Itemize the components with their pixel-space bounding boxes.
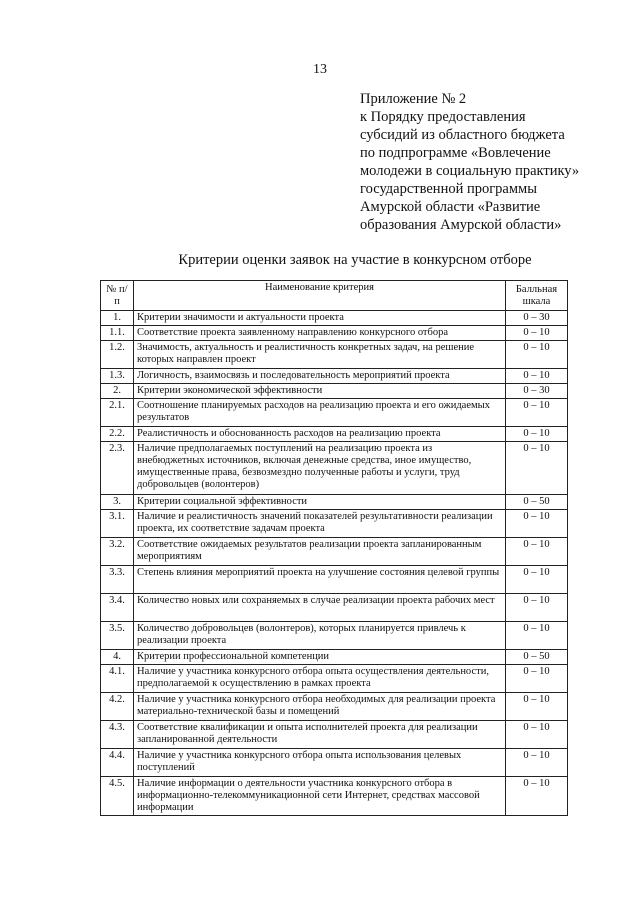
row-criterion: Соответствие проекта заявленному направлению конкурсного отбора — [134, 326, 506, 341]
row-num: 1. — [101, 311, 134, 326]
row-num: 1.1. — [101, 326, 134, 341]
row-score: 0 – 10 — [506, 427, 568, 442]
row-num: 2.3. — [101, 442, 134, 495]
table-row — [101, 495, 568, 510]
row-criterion: Наличие у участника конкурсного отбора опыта использования целевых поступлений — [134, 749, 506, 777]
appendix-line: государственной программы — [360, 181, 537, 197]
row-num: 3.3. — [101, 566, 134, 594]
table-row — [101, 749, 568, 777]
row-score: 0 – 10 — [506, 442, 568, 495]
row-score: 0 – 30 — [506, 384, 568, 399]
table-row — [101, 427, 568, 442]
row-num: 2.1. — [101, 399, 134, 427]
row-criterion: Количество новых или сохраняемых в случае реализации проекта рабочих мест — [134, 594, 506, 622]
row-criterion: Реалистичность и обоснованность расходов на реализацию проекта — [134, 427, 506, 442]
table-row — [101, 384, 568, 399]
row-num: 2. — [101, 384, 134, 399]
table-row — [101, 369, 568, 384]
row-score: 0 – 10 — [506, 693, 568, 721]
row-num: 2.2. — [101, 427, 134, 442]
appendix-line: Амурской области «Развитие — [360, 199, 541, 215]
row-criterion: Степень влияния мероприятий проекта на улучшение состояния целевой группы — [134, 566, 506, 594]
appendix-line: субсидий из областного бюджета — [360, 127, 565, 143]
row-num: 4. — [101, 650, 134, 665]
row-score: 0 – 10 — [506, 721, 568, 749]
row-num: 4.1. — [101, 665, 134, 693]
row-score: 0 – 10 — [506, 341, 568, 369]
row-num: 3.5. — [101, 622, 134, 650]
row-criterion: Критерии значимости и актуальности проекта — [134, 311, 506, 326]
table-row — [101, 326, 568, 341]
row-score: 0 – 10 — [506, 622, 568, 650]
table-row — [101, 442, 568, 495]
table-row — [101, 721, 568, 749]
row-num: 4.4. — [101, 749, 134, 777]
row-num: 3. — [101, 495, 134, 510]
appendix-line: к Порядку предоставления — [360, 109, 526, 125]
row-score: 0 – 10 — [506, 749, 568, 777]
row-criterion: Соотношение планируемых расходов на реализацию проекта и его ожидаемых результатов — [134, 399, 506, 427]
row-score: 0 – 10 — [506, 369, 568, 384]
header-score: Балльная шкала — [506, 281, 568, 311]
row-criterion: Соответствие квалификации и опыта исполнителей проекта для реализации запланированной деятельности — [134, 721, 506, 749]
row-criterion: Наличие и реалистичность значений показателей результативности реализации проекта, их соответствие задачам проекта — [134, 510, 506, 538]
appendix-header — [360, 90, 630, 234]
row-criterion: Критерии профессиональной компетенции — [134, 650, 506, 665]
row-criterion: Соответствие ожидаемых результатов реализации проекта запланированным мероприятиям — [134, 538, 506, 566]
header-name: Наименование критерия — [134, 281, 506, 311]
row-num: 4.5. — [101, 777, 134, 816]
row-criterion: Наличие у участника конкурсного отбора необходимых для реализации проекта материально-технической базы и помещений — [134, 693, 506, 721]
row-num: 4.3. — [101, 721, 134, 749]
row-score: 0 – 10 — [506, 665, 568, 693]
row-score: 0 – 50 — [506, 495, 568, 510]
table-row — [101, 777, 568, 816]
table-row — [101, 341, 568, 369]
table-row — [101, 693, 568, 721]
table-title: Критерии оценки заявок на участие в конкурсном отборе — [178, 252, 532, 268]
header-num: № п/п — [101, 281, 134, 311]
table-row — [101, 566, 568, 594]
row-num: 1.2. — [101, 341, 134, 369]
table-row — [101, 665, 568, 693]
row-criterion: Наличие предполагаемых поступлений на реализацию проекта из внебюджетных источников, включая денежные средства, иное имущество, имущественные права, безвозмездно полученные работы и услуги, труд добровольцев (волонтеров) — [134, 442, 506, 495]
appendix-line: Приложение № 2 — [360, 91, 467, 107]
row-score: 0 – 10 — [506, 777, 568, 816]
row-criterion: Количество добровольцев (волонтеров), которых планируется привлечь к реализации проекта — [134, 622, 506, 650]
row-criterion: Критерии экономической эффективности — [134, 384, 506, 399]
page-number: 13 — [313, 62, 327, 77]
row-score: 0 – 10 — [506, 326, 568, 341]
row-num: 3.2. — [101, 538, 134, 566]
table-row — [101, 510, 568, 538]
row-score: 0 – 10 — [506, 510, 568, 538]
criteria-table — [100, 280, 568, 816]
row-criterion: Значимость, актуальность и реалистичность конкретных задач, на решение которых направлен проект — [134, 341, 506, 369]
appendix-line: образования Амурской области» — [360, 217, 562, 233]
table-row — [101, 538, 568, 566]
row-criterion: Наличие у участника конкурсного отбора опыта осуществления деятельности, предполагаемой к осуществлению в рамках проекта — [134, 665, 506, 693]
table-row — [101, 650, 568, 665]
row-num: 3.4. — [101, 594, 134, 622]
row-score: 0 – 50 — [506, 650, 568, 665]
table-row — [101, 594, 568, 622]
appendix-line: по подпрограмме «Вовлечение — [360, 145, 551, 161]
appendix-line: молодежи в социальную практику» — [360, 163, 580, 179]
table-row — [101, 399, 568, 427]
row-criterion: Логичность, взаимосвязь и последовательность мероприятий проекта — [134, 369, 506, 384]
table-row — [101, 311, 568, 326]
row-score: 0 – 10 — [506, 594, 568, 622]
table-row — [101, 622, 568, 650]
table-header-row — [101, 281, 568, 311]
row-num: 3.1. — [101, 510, 134, 538]
row-score: 0 – 10 — [506, 399, 568, 427]
row-score: 0 – 10 — [506, 566, 568, 594]
row-num: 1.3. — [101, 369, 134, 384]
row-num: 4.2. — [101, 693, 134, 721]
row-criterion: Критерии социальной эффективности — [134, 495, 506, 510]
row-criterion: Наличие информации о деятельности участника конкурсного отбора в информационно-телекоммуникационной сети Интернет, средствах массовой информации — [134, 777, 506, 816]
row-score: 0 – 10 — [506, 538, 568, 566]
row-score: 0 – 30 — [506, 311, 568, 326]
